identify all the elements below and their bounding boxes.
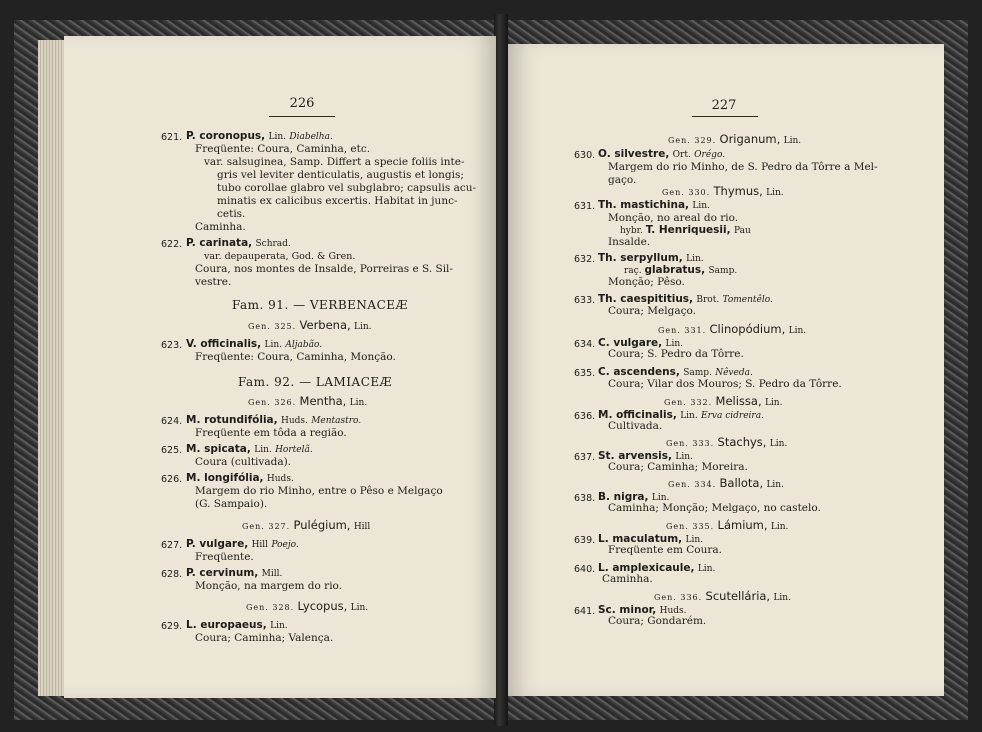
entry-number: 631.: [574, 201, 596, 212]
entry-number: 635.: [574, 368, 596, 379]
entry-number: 628.: [161, 569, 183, 580]
entry-heading: L. amplexicaule, Lin.: [598, 562, 716, 574]
entry-text: Caminha; Monção; Melgaço, no castelo.: [608, 502, 821, 514]
genus-heading: Gen. 327. Pulégium, Hill: [242, 518, 371, 532]
entry-text: Coura (cultivada).: [195, 456, 292, 468]
entry-heading: P. carinata, Schrad.: [186, 237, 291, 249]
entry-text: Monção, no areal do rio.: [608, 212, 739, 224]
entry-text: Margem do rio Minho, de S. Pedro da Tôrre a Mel-: [608, 161, 878, 173]
entry-text: var. salsuginea, Samp. Differt a specie foliis inte-: [204, 156, 465, 168]
book-spine: [494, 14, 508, 726]
entry-number: 627.: [161, 540, 183, 551]
entry-heading: B. nigra, Lin.: [598, 491, 670, 503]
entry-heading: M. rotundifólia, Huds. Mentastro.: [186, 414, 362, 426]
entry-number: 636.: [574, 411, 596, 422]
entry-text: gaço.: [608, 174, 637, 186]
entry-number: 640.: [574, 564, 596, 575]
entry-heading: M. spicata, Lin. Hortelã.: [186, 443, 313, 455]
entry-heading: Th. caespititius, Brot. Tomentêlo.: [598, 293, 773, 305]
entry-number: 624.: [161, 416, 183, 427]
genus-heading: Gen. 326. Mentha, Lin.: [248, 394, 368, 408]
genus-heading: Gen. 332. Melissa, Lin.: [664, 394, 783, 408]
entry-text: Freqüente em Coura.: [608, 544, 722, 556]
right-page: [508, 44, 944, 696]
page-edges: [38, 40, 66, 696]
entry-heading: P. cervinum, Mill.: [186, 567, 283, 579]
page-number-rule: [269, 116, 335, 117]
entry-number: 637.: [574, 452, 596, 463]
entry-heading: O. silvestre, Ort. Orégo.: [598, 148, 726, 160]
entry-heading: St. arvensis, Lin.: [598, 450, 693, 462]
entry-number: 630.: [574, 150, 596, 161]
family-heading: Fam. 92. — LAMIACEÆ: [238, 375, 393, 389]
left-page: [64, 36, 496, 698]
genus-heading: Gen. 336. Scutellária, Lin.: [654, 589, 791, 603]
entry-heading: M. officinalis, Lin. Erva cidreira.: [598, 409, 764, 421]
entry-text: var. depauperata, God. & Gren.: [204, 251, 356, 262]
hybrid-line: hybr. T. Henriquesii, Pau: [620, 224, 751, 236]
entry-text: Freqüente.: [195, 551, 254, 563]
entry-text: Insalde.: [608, 236, 651, 248]
entry-text: Monção, na margem do rio.: [195, 580, 343, 592]
entry-text: Coura; Caminha; Valença.: [195, 632, 334, 644]
entry-heading: Th. serpyllum, Lin.: [598, 252, 704, 264]
family-heading: Fam. 91. — VERBENACEÆ: [232, 298, 409, 312]
race-line: raç. glabratus, Samp.: [624, 264, 738, 276]
entry-text: cetis.: [217, 208, 246, 220]
entry-heading: P. coronopus, Lin. Diabelha.: [186, 130, 333, 142]
entry-heading: C. ascendens, Samp. Nêveda.: [598, 366, 753, 378]
genus-heading: Gen. 329. Origanum, Lin.: [668, 132, 802, 146]
entry-heading: P. vulgare, Hill Poejo.: [186, 538, 299, 550]
entry-heading: C. vulgare, Lin.: [598, 337, 684, 349]
entry-number: 639.: [574, 535, 596, 546]
page-number: 227: [711, 98, 737, 113]
entry-text: Coura, nos montes de Insalde, Porreiras e S. Sil-: [195, 263, 453, 275]
entry-number: 625.: [161, 445, 183, 456]
entry-number: 632.: [574, 254, 596, 265]
entry-text: Cultivada.: [608, 420, 663, 432]
entry-number: 623.: [161, 340, 183, 351]
entry-text: (G. Sampaio).: [195, 498, 268, 510]
entry-text: Coura; Caminha; Moreira.: [608, 461, 748, 473]
genus-heading: Gen. 325. Verbena, Lin.: [248, 318, 372, 332]
genus-heading: Gen. 335. Lámium, Lin.: [666, 518, 789, 532]
entry-text: Freqüente em tôda a região.: [195, 427, 347, 439]
genus-heading: Gen. 331. Clinopódium, Lin.: [658, 322, 807, 336]
entry-number: 621.: [161, 132, 183, 143]
page-number-rule: [692, 116, 758, 117]
entry-text: Coura; Vilar dos Mouros; S. Pedro da Tôrre.: [608, 378, 842, 390]
entry-heading: V. officinalis, Lin. Aljabão.: [186, 338, 323, 350]
entry-heading: Th. mastichina, Lin.: [598, 199, 710, 211]
entry-number: 629.: [161, 621, 183, 632]
entry-text: vestre.: [195, 276, 232, 288]
entry-text: Coura; Gondarém.: [608, 615, 707, 627]
entry-text: Coura; Melgaço.: [608, 305, 696, 317]
entry-text: Freqüente: Coura, Caminha, etc.: [195, 143, 371, 155]
entry-heading: L. maculatum, Lin.: [598, 533, 704, 545]
entry-number: 638.: [574, 493, 596, 504]
genus-heading: Gen. 333. Stachys, Lin.: [666, 435, 788, 449]
page-number: 226: [289, 96, 315, 111]
entry-number: 626.: [161, 474, 183, 485]
entry-text: Monção; Pêso.: [608, 276, 685, 288]
entry-heading: L. europaeus, Lin.: [186, 619, 288, 631]
entry-number: 622.: [161, 239, 183, 250]
entry-text: minatis ex calicibus excertis. Habitat in junc-: [217, 195, 458, 207]
genus-heading: Gen. 334. Ballota, Lin.: [668, 476, 784, 490]
entry-text: Coura; S. Pedro da Tôrre.: [608, 348, 744, 360]
entry-number: 634.: [574, 339, 596, 350]
entry-text: Freqüente: Coura, Caminha, Monção.: [195, 351, 396, 363]
genus-heading: Gen. 330. Thymus, Lin.: [662, 184, 784, 198]
entry-text: tubo corollae glabro vel subglabro; capsulis acu-: [217, 182, 477, 194]
entry-heading: Sc. minor, Huds.: [598, 604, 687, 616]
entry-heading: M. longifólia, Huds.: [186, 472, 294, 484]
entry-number: 641.: [574, 606, 596, 617]
entry-text: gris vel leviter denticulatis, augustis et longis;: [217, 169, 464, 181]
entry-text: Caminha.: [195, 221, 246, 233]
entry-text: Margem do rio Minho, entre o Pêso e Melgaço: [195, 485, 443, 497]
entry-number: 633.: [574, 295, 596, 306]
genus-heading: Gen. 328. Lycopus, Lin.: [246, 599, 369, 613]
entry-text: Caminha.: [602, 573, 653, 585]
